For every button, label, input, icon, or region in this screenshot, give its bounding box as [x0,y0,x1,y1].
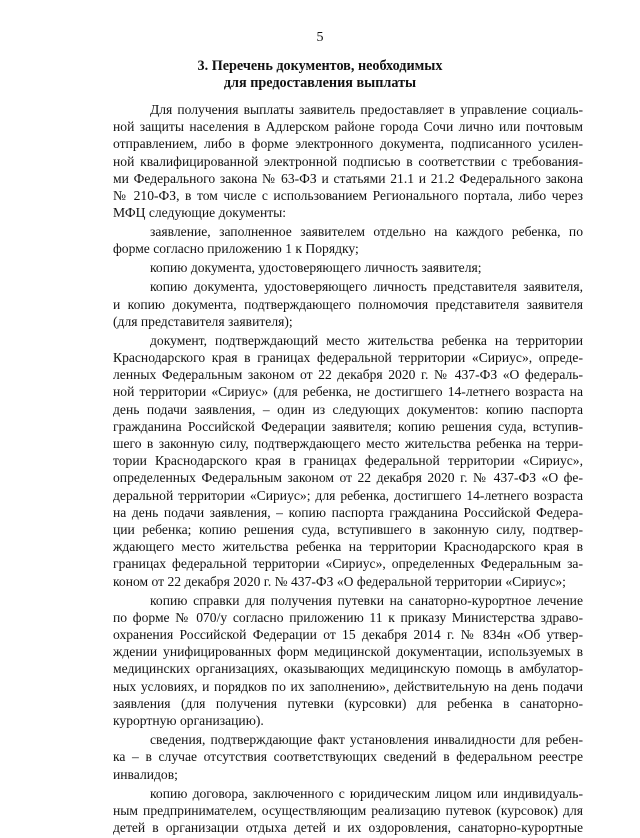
paragraph-line: Для получения выплаты заявитель предоставляет в управление социаль- [150,102,583,117]
paragraph-line: ка – в случае отсутствия соответствующих сведений в федеральном реестре [113,749,583,765]
paragraph-line: № 210-ФЗ, в том числе с использованием Регионального портала, либо через [113,188,583,204]
paragraph-line: сведения, подтверждающие факт установления инвалидности для ребен- [150,732,583,748]
paragraph-line: Краснодарского края в границах федеральной территории «Сириус», опреде- [113,350,583,366]
paragraph [113,785,583,837]
paragraph-line: отправлением, либо в форме электронного документа, подписанного усилен- [113,136,583,152]
paragraph [113,101,583,221]
paragraph-line: копию документа, удостоверяющего личность заявителя; [150,260,482,276]
paragraph-line: заявление, заполненное заявителем отдельно на каждого ребенка, по [150,224,583,240]
paragraph-line: тории Краснодарского края в границах федеральной территории «Сириус», [113,453,583,469]
paragraph-line: на день подачи заявления, – копию паспорта гражданина Российской Федера- [113,504,583,520]
paragraph [113,332,583,590]
paragraph-line: определенных Федеральным законом от 22 декабря 2020 г. № 437-ФЗ «О фе- [113,470,583,486]
paragraph-line: коном от 22 декабря 2020 г. № 437-ФЗ «О федеральной территории «Сириус»; [113,573,566,589]
page-number: 5 [316,30,324,45]
paragraph [113,731,583,783]
paragraph-line: копию договора, заключенного с юридическим лицом или индивидуаль- [150,785,583,801]
paragraph-line: детей в организации отдыха детей и их оздоровления, санаторно-курортные [113,819,583,835]
paragraph-line: (для представителя заявителя); [113,313,293,329]
paragraph-line: ции ребенка; копию решения суда, вступившего в законную силу, подтвер- [113,522,583,538]
paragraph [113,278,583,330]
paragraph-line: копию документа, удостоверяющего личность представителя заявителя, [150,279,583,295]
paragraph-line: ной защиты населения в Адлерском районе города Сочи лично или почтовым [113,119,583,135]
paragraph-line: шего в законную силу, подтверждающего место жительства ребенка на терри- [113,436,583,452]
paragraph [113,592,583,730]
paragraph-line: охранения Российской Федерации от 15 декабря 2014 г. № 834н «Об утвер- [113,627,583,643]
section-heading [0,58,640,92]
paragraph-line: документ, подтверждающий место жительства ребенка на территории [150,332,583,348]
paragraph-line: ждающего место жительства ребенка на территории Краснодарского края в [113,539,583,555]
paragraph-line: деральной территории «Сириус»; для ребенка, достигшего 14-летнего возраста [113,487,583,503]
paragraph-line: инвалидов; [113,766,178,782]
paragraph-line: медицинских организациях, оказывающих медицинскую помощь в амбулатор- [113,661,583,677]
paragraph-line: форме согласно приложению 1 к Порядку; [113,241,359,257]
paragraph-line: границах федеральной территории «Сириус», определенных Федеральным за- [113,556,583,572]
paragraph-line: ных условиях, и порядков по их заполнению», действительную на день подачи [113,678,583,694]
paragraph-line: ждении унифицированных форм медицинской документации, используемых в [113,644,583,660]
paragraph-line: заявления (для получения путевки (курсовки) для ребенка в санаторно- [113,695,583,711]
paragraph-line: ной территории «Сириус» (для ребенка, не достигшего 14-летнего возраста на [113,384,583,400]
paragraph-line: ным предпринимателем, осуществляющим реализацию путевок (курсовок) для [113,802,583,818]
paragraph-line: копию справки для получения путевки на санаторно-курортное лечение [150,592,583,608]
paragraph-line: гражданина Российской Федерации заявителя; копию решения суда, вступив- [113,418,583,434]
paragraph-line: по форме № 070/у согласно приложению 11 к приказу Министерства здраво- [113,609,583,625]
paragraph-line: и копию документа, подтверждающего полномочия представителя заявителя [113,296,583,312]
paragraph-line: МФЦ следующие документы: [113,205,287,221]
paragraph-line: курортную организацию). [113,713,264,729]
section-heading-line-1: 3. Перечень документов, необходимых [197,58,443,74]
document-body [113,101,583,838]
paragraph [113,259,583,276]
paragraph [113,223,583,257]
paragraph-line: ленных Федеральным законом от 22 декабря 2020 г. № 437-ФЗ «О федераль- [113,367,583,383]
paragraph-line: ной квалифицированной электронной подписью в соответствии с требования- [113,153,583,169]
paragraph-line: день подачи заявления, – один из следующих документов: копию паспорта [113,401,583,417]
paragraph-line: ми Федерального закона № 63-ФЗ и статьями 21.1 и 21.2 Федерального закона [113,170,583,186]
section-heading-line-2: для предоставления выплаты [223,75,417,91]
